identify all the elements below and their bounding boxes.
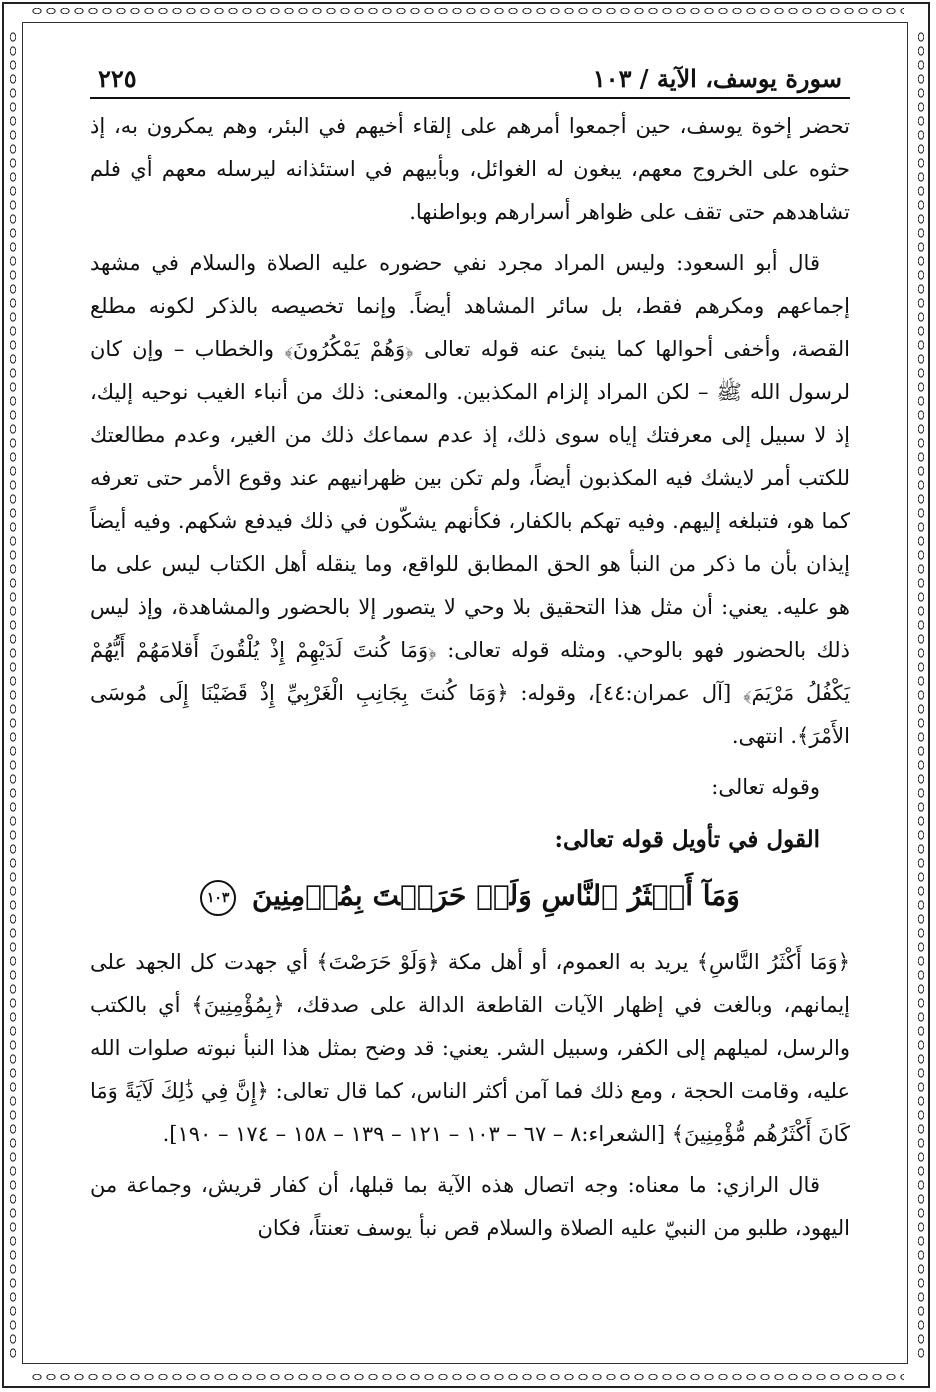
decorative-border-right <box>914 30 928 1360</box>
verse-number-marker: ١٠٣ <box>200 880 236 916</box>
page-number: ٢٢٥ <box>98 64 137 93</box>
paragraph-4: ﴿وَمَا أَكْثَرُ النَّاسِ﴾ يريد به العموم، أو أهل مكة ﴿وَلَوْ حَرَصْتَ﴾ أي جهدت كل الجهد على إيمانهم، وبالغت في إظهار الآيات القاطعة الدالة على صدقك، ﴿بِمُؤْمِنِينَ﴾ أي بالكتب والرسل، لميلهم إلى الكفر، وسبيل الشر. يعني: قد وضح بمثل هذا النبأ نبوته صلوات الله عليه، وقامت الحجة ، ومع ذلك فما آمن أكثر الناس، كما قال تعالى: ﴿إِنَّ فِي ذَٰلِكَ لَآيَةً وَمَا كَانَ أَكْثَرُهُم مُّؤْمِنِينَ﴾ [الشعراء:٨ – ٦٧ – ١٠٣ – ١٢١ – ١٣٩ – ١٥٨ – ١٧٤ – ١٩٠]. <box>90 950 850 1146</box>
quran-verse <box>90 865 850 927</box>
paragraph-3: وقوله تعالى: <box>711 775 820 799</box>
decorative-border-bottom <box>30 1370 904 1384</box>
running-header <box>90 58 850 99</box>
verse-text: وَمَآ أَكۡثَرُ ٱلنَّاسِ وَلَوۡ حَرَصۡتَ بِمُؤۡمِنِينَ <box>251 879 740 912</box>
section-title: القول في تأويل قوله تعالى: <box>554 826 820 853</box>
paragraph-2: قال أبو السعود: وليس المراد مجرد نفي حضوره عليه الصلاة والسلام في مشهد إجماعهم ومكرهم فقط، بل سائر المشاهد أيضاً. وإنما تخصيصه بالذكر لكونه مطلع القصة، وأخفى أحوالها كما ينبئ عنه قوله تعالى ﴿وَهُمْ يَمْكُرُونَ﴾ والخطاب – وإن كان لرسول الله ﷺ – لكن المراد إلزام المكذبين. والمعنى: ذلك من أنباء الغيب نوحيه إليك، إذ لا سبيل إلى معرفتك إياه سوى ذلك، إذ عدم سماعك ذلك من الغير، وعدم مطالعتك للكتب أمر لايشك فيه المكذبون أيضاً، ولم تكن بين ظهرانيهم عند وقوع الأمر حتى تعرفه كما هو، فتبلغه إليهم. وفيه تهكم بالكفار، فكأنهم يشكّون في ذلك فيدفع شكهم. وفيه أيضاً إيذان بأن ما ذكر من النبأ هو الحق المطابق للواقع، وما ينقله أهل الكتاب ليس على ما هو عليه. يعني: أن مثل هذا التحقيق بلا وحي لا يتصور إلا بالحضور والمشاهدة، وإذ ليس ذلك بالحضور فهو بالوحي. ومثله قوله تعالى: ﴿وَمَا كُنتَ لَدَيْهِمْ إِذْ يُلْقُونَ أَقلامَهُمْ أَيُّهُمْ يَكْفُلُ مَرْيَمَ﴾ [آل عمران:٤٤]، وقوله: ﴿وَمَا كُنتَ بِجَانِبِ الْغَرْبِيِّ إِذْ قَضَيْنَا إِلَى مُوسَى الأَمْرَ﴾. انتهى. <box>90 251 850 748</box>
paragraph-1: تحضر إخوة يوسف، حين أجمعوا أمرهم على إلقاء أخيهم في البئر، وهم يمكرون به، إذ حثوه على الخروج معهم، يبغون له الغوائل، وبأبيهم في استئذانه ليرسله معهم أي فلم تشاهدهم حتى تقف على ظواهر أسرارهم وبواطنها. <box>90 114 850 224</box>
paragraph-5: قال الرازي: ما معناه: وجه اتصال هذه الآية بما قبلها، أن كفار قريش، وجماعة من اليهود، طلبو من النبيّ عليه الصلاة والسلام قص نبأ يوسف تعنتاً، فكان <box>90 1173 850 1240</box>
decorative-border-top <box>30 4 904 18</box>
page-content <box>90 58 850 1258</box>
decorative-border-left <box>6 30 20 1360</box>
header-title: سورة يوسف، الآية / ١٠٣ <box>592 64 842 93</box>
